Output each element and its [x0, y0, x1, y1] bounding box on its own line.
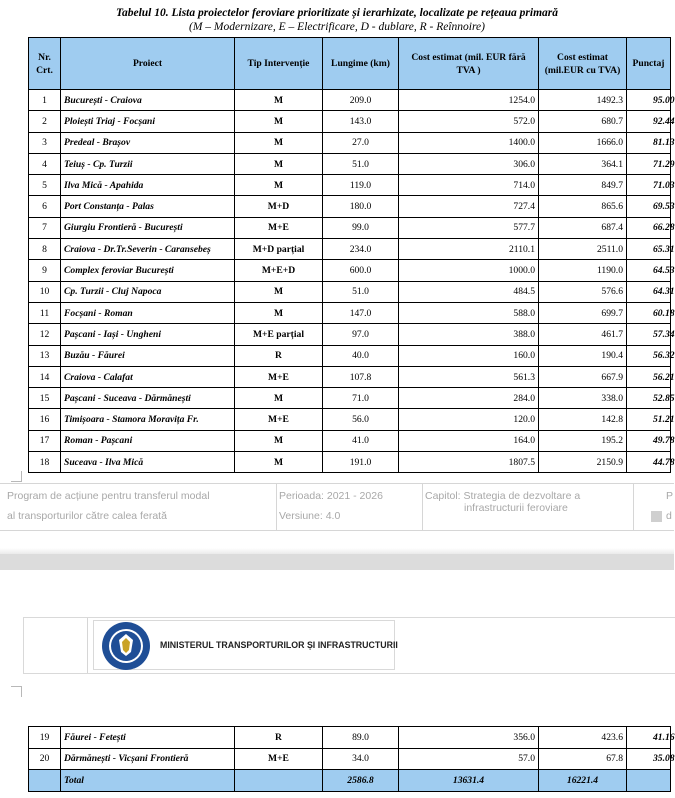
table-row: [29, 132, 671, 153]
cell-proiect: Port Constanța - Palas: [61, 196, 235, 217]
total-nr: [29, 770, 61, 792]
cell-cost-fara: 284.0: [399, 388, 539, 409]
cell-tip: R: [235, 727, 323, 749]
cell-cost-cu: 576.6: [539, 281, 627, 302]
table-row: [29, 366, 671, 387]
table-caption-title: Tabelul 10. Lista proiectelor feroviare prioritizate și ierarhizate, localizate pe rețeaua primară: [116, 7, 558, 19]
cell-punctaj: 92.44: [627, 111, 671, 132]
cell-cost-fara: 727.4: [399, 196, 539, 217]
cell-tip: M: [235, 90, 323, 111]
cell-tip: M: [235, 302, 323, 323]
cell-punctaj: 35.08: [627, 748, 671, 770]
cell-cost-fara: 588.0: [399, 302, 539, 323]
cell-tip: M: [235, 153, 323, 174]
cell-cost-fara: 1807.5: [399, 452, 539, 473]
cell-tip: M+E parțial: [235, 324, 323, 345]
cell-punctaj: 71.29: [627, 153, 671, 174]
cell-nr: 19: [29, 727, 61, 749]
footer-cut-p: P: [666, 490, 674, 502]
cell-nr: 11: [29, 302, 61, 323]
cell-nr: 12: [29, 324, 61, 345]
table-row: [29, 217, 671, 238]
cell-cost-fara: 572.0: [399, 111, 539, 132]
cell-lungime: 56.0: [323, 409, 399, 430]
header-lungime: Lungime (km): [323, 38, 399, 90]
cell-cost-fara: 1000.0: [399, 260, 539, 281]
table-row: [29, 727, 671, 749]
cell-tip: M+D: [235, 196, 323, 217]
cell-nr: 10: [29, 281, 61, 302]
table-row: [29, 90, 671, 111]
cell-lungime: 600.0: [323, 260, 399, 281]
cell-cost-cu: 667.9: [539, 366, 627, 387]
cell-punctaj: 57.34: [627, 324, 671, 345]
cell-cost-fara: 57.0: [399, 748, 539, 770]
cell-proiect: Complex feroviar București: [61, 260, 235, 281]
cell-proiect: Timișoara - Stamora Moravița Fr.: [61, 409, 235, 430]
cell-nr: 2: [29, 111, 61, 132]
cell-cost-fara: 306.0: [399, 153, 539, 174]
cell-nr: 3: [29, 132, 61, 153]
cell-proiect: Focșani - Roman: [61, 302, 235, 323]
cell-proiect: Teiuș - Cp. Turzii: [61, 153, 235, 174]
cell-tip: M+E: [235, 409, 323, 430]
cell-tip: M: [235, 111, 323, 132]
total-cost-fara-tva: 13631.4: [399, 770, 539, 792]
cell-cost-fara: 160.0: [399, 345, 539, 366]
table-row: [29, 748, 671, 770]
cell-punctaj: 81.13: [627, 132, 671, 153]
cell-cost-cu: 849.7: [539, 175, 627, 196]
header-nr: Nr. Crt.: [29, 38, 61, 90]
cell-proiect: Giurgiu Frontieră - București: [61, 217, 235, 238]
table-row: [29, 302, 671, 323]
cell-proiect: Ploiești Triaj - Focșani: [61, 111, 235, 132]
table-row: [29, 388, 671, 409]
cell-cost-cu: 1666.0: [539, 132, 627, 153]
cell-nr: 4: [29, 153, 61, 174]
cell-cost-fara: 120.0: [399, 409, 539, 430]
cell-cost-cu: 865.6: [539, 196, 627, 217]
cell-tip: M+E: [235, 748, 323, 770]
table-row: [29, 430, 671, 451]
cell-nr: 9: [29, 260, 61, 281]
cell-tip: M+E: [235, 217, 323, 238]
header-cost-cu-tva: Cost estimat (mil.EUR cu TVA): [539, 38, 627, 90]
cell-proiect: Pașcani - Iași - Ungheni: [61, 324, 235, 345]
total-lungime: 2586.8: [323, 770, 399, 792]
cell-punctaj: 71.03: [627, 175, 671, 196]
cell-lungime: 107.8: [323, 366, 399, 387]
footer-capitol-line2: infrastructurii feroviare: [464, 502, 568, 514]
cell-cost-cu: 680.7: [539, 111, 627, 132]
cell-punctaj: 41.16: [627, 727, 671, 749]
cell-nr: 16: [29, 409, 61, 430]
cell-lungime: 209.0: [323, 90, 399, 111]
cell-tip: M: [235, 430, 323, 451]
cell-lungime: 191.0: [323, 452, 399, 473]
cell-punctaj: 95.00: [627, 90, 671, 111]
table-row: [29, 281, 671, 302]
cell-punctaj: 60.18: [627, 302, 671, 323]
header-proiect: Proiect: [61, 38, 235, 90]
cell-proiect: București - Craiova: [61, 90, 235, 111]
cell-proiect: Buzău - Făurei: [61, 345, 235, 366]
header-tip: Tip Intervenție: [235, 38, 323, 90]
cell-tip: M+E: [235, 366, 323, 387]
footer-cut-d: d: [666, 510, 672, 522]
cell-proiect: Pașcani - Suceava - Dărmănești: [61, 388, 235, 409]
table-row: [29, 409, 671, 430]
table-row: [29, 260, 671, 281]
cell-punctaj: 56.21: [627, 366, 671, 387]
cell-nr: 13: [29, 345, 61, 366]
cell-nr: 1: [29, 90, 61, 111]
cell-punctaj: 66.28: [627, 217, 671, 238]
table-row: [29, 345, 671, 366]
cell-cost-cu: 1492.3: [539, 90, 627, 111]
cell-proiect: Ilva Mică - Apahida: [61, 175, 235, 196]
table-row: [29, 196, 671, 217]
page-break: [0, 554, 674, 570]
cell-nr: 15: [29, 388, 61, 409]
cell-punctaj: 51.21: [627, 409, 671, 430]
total-label: Total: [61, 770, 235, 792]
cell-tip: M: [235, 388, 323, 409]
cell-proiect: Roman - Pașcani: [61, 430, 235, 451]
cell-cost-fara: 714.0: [399, 175, 539, 196]
cell-cost-fara: 577.7: [399, 217, 539, 238]
cell-lungime: 34.0: [323, 748, 399, 770]
footer-versiune: Versiune: 4.0: [279, 510, 341, 522]
total-tip: [235, 770, 323, 792]
cell-nr: 18: [29, 452, 61, 473]
cell-cost-cu: 687.4: [539, 217, 627, 238]
cell-tip: M: [235, 452, 323, 473]
cell-nr: 7: [29, 217, 61, 238]
table-row: [29, 239, 671, 260]
cell-lungime: 27.0: [323, 132, 399, 153]
cell-proiect: Craiova - Calafat: [61, 366, 235, 387]
cell-proiect: Predeal - Brașov: [61, 132, 235, 153]
cell-lungime: 180.0: [323, 196, 399, 217]
header-punctaj: Punctaj: [627, 38, 671, 90]
cell-lungime: 97.0: [323, 324, 399, 345]
cell-cost-cu: 364.1: [539, 153, 627, 174]
cell-lungime: 234.0: [323, 239, 399, 260]
table-caption-subtitle: (M – Modernizare, E – Electrificare, D - dublare, R - Reînnoire): [189, 21, 485, 33]
cell-tip: M: [235, 175, 323, 196]
footer-program-line1: Program de acțiune pentru transferul modal: [7, 490, 210, 502]
projects-table-continued: [28, 726, 675, 792]
cell-lungime: 143.0: [323, 111, 399, 132]
footer-capitol-line1: Capitol: Strategia de dezvoltare a: [425, 490, 581, 502]
ministry-name: MINISTERUL TRANSPORTURILOR ȘI INFRASTRUCTURII: [160, 640, 398, 650]
header-cost-fara-tva: Cost estimat (mil. EUR fără TVA ): [399, 38, 539, 90]
cell-cost-fara: 2110.1: [399, 239, 539, 260]
cell-lungime: 71.0: [323, 388, 399, 409]
cell-cost-cu: 2150.9: [539, 452, 627, 473]
cell-punctaj: 64.53: [627, 260, 671, 281]
cell-punctaj: 64.31: [627, 281, 671, 302]
cell-proiect: Cp. Turzii - Cluj Napoca: [61, 281, 235, 302]
margin-corner-icon: [11, 686, 22, 697]
cell-proiect: Suceava - Ilva Mică: [61, 452, 235, 473]
cell-punctaj: 49.78: [627, 430, 671, 451]
cell-proiect: Dărmănești - Vicșani Frontieră: [61, 748, 235, 770]
cell-cost-cu: 461.7: [539, 324, 627, 345]
cell-cost-cu: 67.8: [539, 748, 627, 770]
cell-cost-fara: 356.0: [399, 727, 539, 749]
cell-nr: 5: [29, 175, 61, 196]
table-row: [29, 324, 671, 345]
projects-table: [28, 37, 675, 473]
cell-cost-cu: 338.0: [539, 388, 627, 409]
cell-cost-cu: 1190.0: [539, 260, 627, 281]
government-logo-icon: [97, 620, 155, 672]
cell-punctaj: 44.78: [627, 452, 671, 473]
cell-tip: M: [235, 281, 323, 302]
cell-lungime: 41.0: [323, 430, 399, 451]
cell-nr: 6: [29, 196, 61, 217]
cell-lungime: 89.0: [323, 727, 399, 749]
table-row: [29, 175, 671, 196]
cell-cost-fara: 164.0: [399, 430, 539, 451]
cell-punctaj: 65.31: [627, 239, 671, 260]
cell-nr: 8: [29, 239, 61, 260]
cell-cost-cu: 2511.0: [539, 239, 627, 260]
cell-cost-cu: 423.6: [539, 727, 627, 749]
checkbox-icon: [651, 511, 662, 522]
cell-cost-fara: 1254.0: [399, 90, 539, 111]
cell-cost-fara: 388.0: [399, 324, 539, 345]
cell-tip: M+E+D: [235, 260, 323, 281]
table-row: [29, 452, 671, 473]
cell-lungime: 51.0: [323, 281, 399, 302]
footer-program-line2: al transporturilor către calea ferată: [7, 510, 167, 522]
cell-nr: 20: [29, 748, 61, 770]
total-punctaj: [627, 770, 671, 792]
cell-cost-cu: 195.2: [539, 430, 627, 451]
cell-punctaj: 52.85: [627, 388, 671, 409]
page-footer: [0, 483, 674, 531]
cell-proiect: Craiova - Dr.Tr.Severin - Caransebeș: [61, 239, 235, 260]
cell-lungime: 119.0: [323, 175, 399, 196]
cell-cost-fara: 1400.0: [399, 132, 539, 153]
cell-tip: M: [235, 132, 323, 153]
cell-lungime: 40.0: [323, 345, 399, 366]
cell-tip: R: [235, 345, 323, 366]
margin-corner-icon: [11, 471, 22, 482]
cell-lungime: 99.0: [323, 217, 399, 238]
cell-cost-fara: 561.3: [399, 366, 539, 387]
cell-cost-cu: 699.7: [539, 302, 627, 323]
cell-lungime: 51.0: [323, 153, 399, 174]
cell-lungime: 147.0: [323, 302, 399, 323]
cell-cost-cu: 190.4: [539, 345, 627, 366]
cell-nr: 17: [29, 430, 61, 451]
cell-punctaj: 56.32: [627, 345, 671, 366]
footer-perioada: Perioada: 2021 - 2026: [279, 490, 383, 502]
total-row: [29, 770, 671, 792]
cell-proiect: Făurei - Fetești: [61, 727, 235, 749]
total-cost-cu-tva: 16221.4: [539, 770, 627, 792]
cell-tip: M+D parțial: [235, 239, 323, 260]
cell-punctaj: 69.53: [627, 196, 671, 217]
table-row: [29, 153, 671, 174]
cell-nr: 14: [29, 366, 61, 387]
cell-cost-fara: 484.5: [399, 281, 539, 302]
table-row: [29, 111, 671, 132]
cell-cost-cu: 142.8: [539, 409, 627, 430]
